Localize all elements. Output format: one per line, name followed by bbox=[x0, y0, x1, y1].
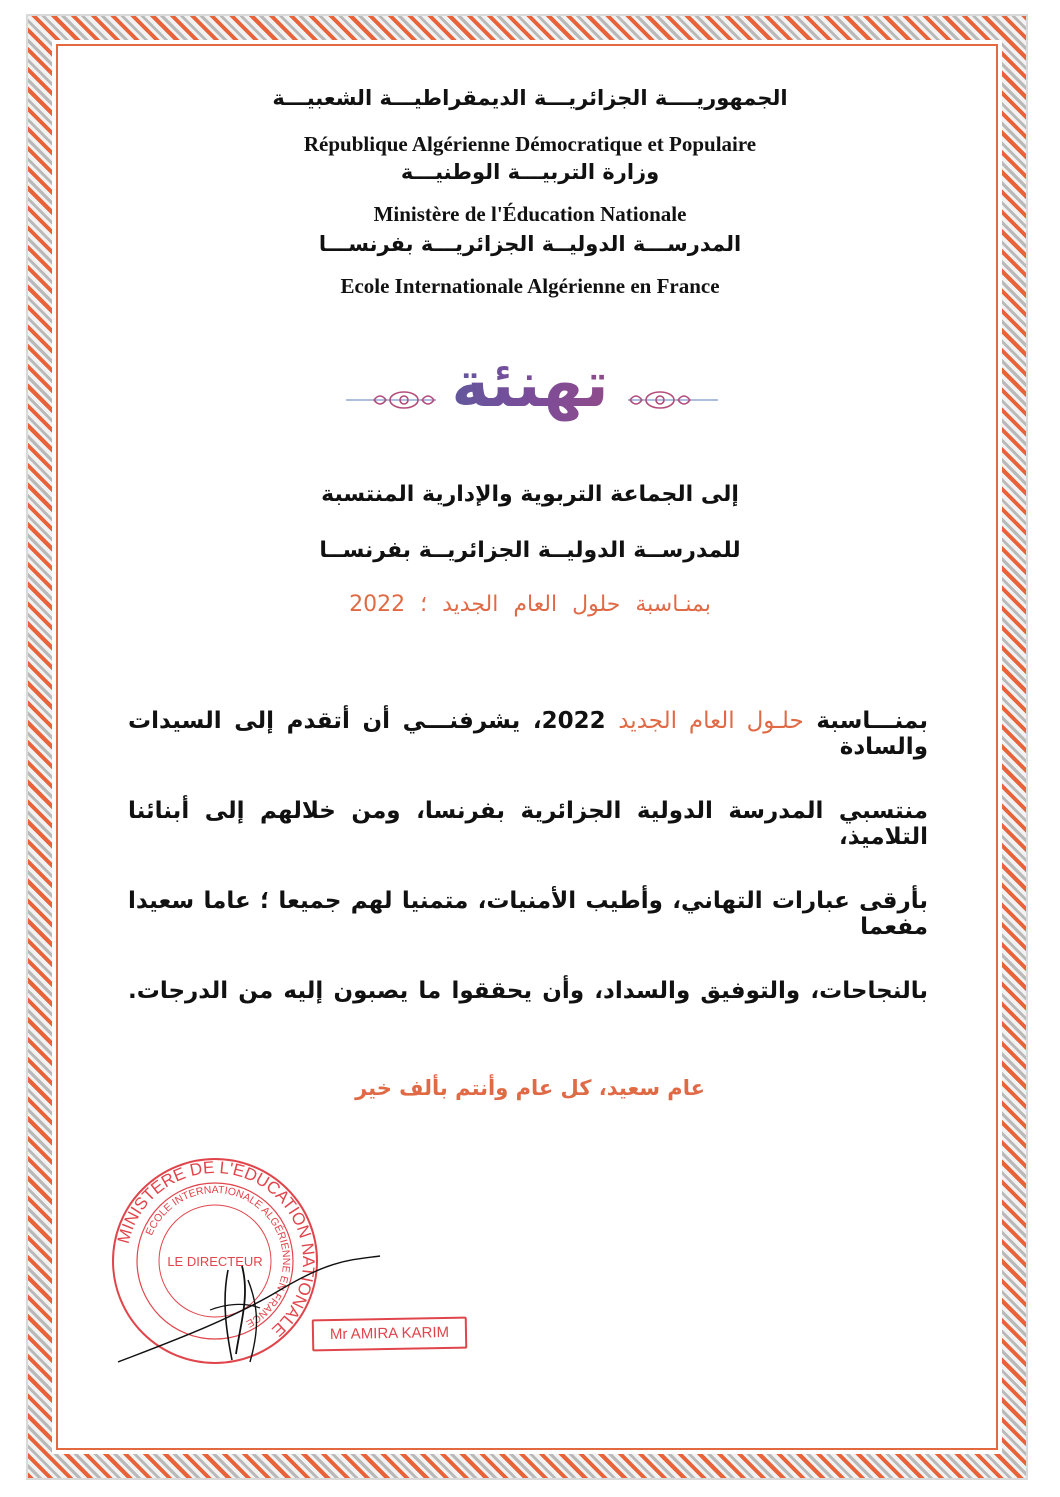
republic-arabic: الجمهوريــــة الجزائريـــة الديمقراطيـــة الشعبيـــة bbox=[272, 86, 788, 110]
occasion-line: بمنـاسبة حلول العام الجديد ؛ 2022 bbox=[349, 592, 711, 617]
title-block bbox=[330, 340, 730, 450]
body-line-1-highlight: حلـول العام الجديد bbox=[618, 708, 804, 734]
body-line-1-end: 2022، يشرفنـــي أن أتقدم إلى السيدات والسادة bbox=[128, 708, 928, 760]
body-line-1 bbox=[128, 708, 928, 760]
stamp-outer-text: MINISTÈRE DE L'ÉDUCATION NATIONALE bbox=[113, 1157, 319, 1341]
school-arabic: المدرســـة الدوليــة الجزائريـــة بفرنســـا bbox=[318, 232, 742, 256]
addressee-line-1: إلى الجماعة التربوية والإدارية المنتسبة bbox=[321, 482, 739, 507]
title-calligraphy: تهنئة bbox=[330, 348, 730, 422]
ministry-french: Ministère de l'Éducation Nationale bbox=[373, 202, 687, 226]
stamp-inner-text: ECOLE INTERNATIONALE ALGÉRIENNE EN FRANCE bbox=[143, 1183, 293, 1330]
director-name-stamp: Mr AMIRA KARIM bbox=[312, 1317, 468, 1352]
stamp-center-text: LE DIRECTEUR bbox=[167, 1254, 263, 1269]
signature-icon bbox=[110, 1250, 390, 1380]
republic-french: République Algérienne Démocratique et Populaire bbox=[303, 132, 757, 156]
ministry-arabic: وزارة التربيـــة الوطنيـــة bbox=[400, 160, 660, 184]
body-line-2: منتسبي المدرسة الدولية الجزائرية بفرنسا، ومن خلالهم إلى أبنائنا التلاميذ، bbox=[128, 798, 928, 850]
school-french: Ecole Internationale Algérienne en France bbox=[340, 274, 720, 298]
body-line-3: بأرقى عبارات التهاني، وأطيب الأمنيات، متمنيا لهم جميعا ؛ عاما سعيدا مفعما bbox=[128, 888, 928, 940]
body-line-4: بالنجاحات، والتوفيق والسداد، وأن يحققوا ما يصبون إليه من الدرجات. bbox=[128, 978, 928, 1004]
addressee-line-2: للمدرســة الدوليــة الجزائريــة بفرنســا bbox=[319, 538, 741, 563]
closing-wish: عام سعيد، كل عام وأنتم بألف خير bbox=[355, 1076, 705, 1100]
body-line-1-start: بمنـــاسبة bbox=[803, 708, 928, 734]
